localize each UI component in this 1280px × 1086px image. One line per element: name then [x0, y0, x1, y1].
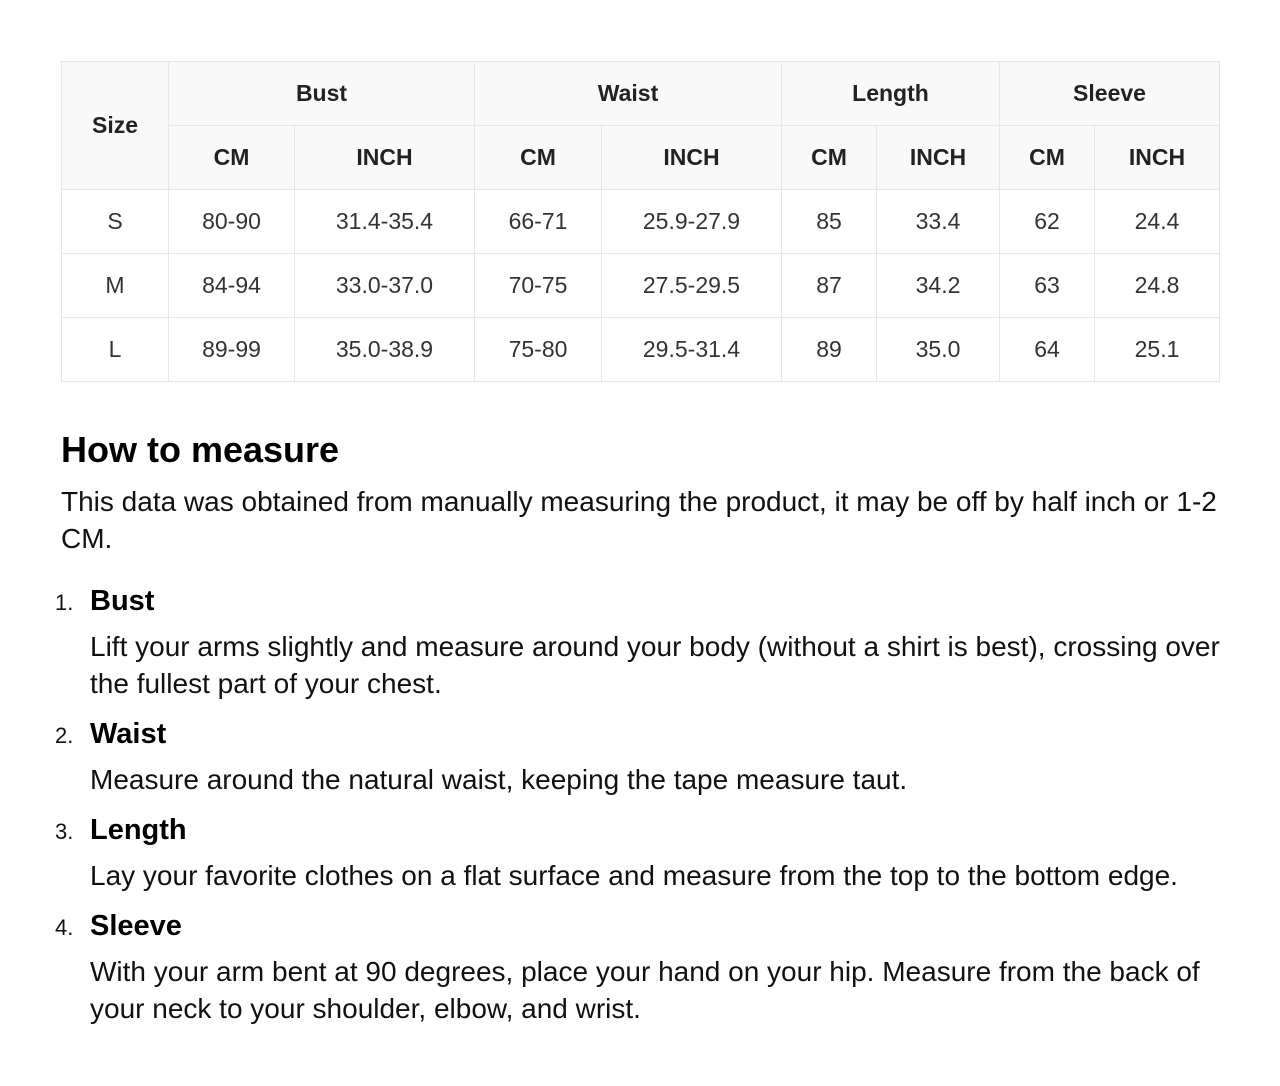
size-chart-table: [61, 61, 1220, 382]
unit-header: INCH: [1095, 126, 1220, 190]
table-cell: 34.2: [877, 254, 1000, 318]
step-title: Waist: [90, 718, 167, 750]
table-cell: 33.0-37.0: [295, 254, 475, 318]
table-row: [62, 254, 1220, 318]
step-description: Lay your favorite clothes on a flat surface and measure from the top to the bottom edge.: [90, 860, 1178, 891]
length-group-header: Length: [782, 62, 1000, 126]
table-cell: 29.5-31.4: [602, 318, 782, 382]
step-title: Length: [90, 814, 187, 846]
size-cell: M: [62, 254, 169, 318]
table-cell: 66-71: [475, 190, 602, 254]
step-title: Sleeve: [90, 910, 182, 942]
unit-header: CM: [169, 126, 295, 190]
table-row: [62, 190, 1220, 254]
list-item: [55, 908, 1221, 1027]
table-cell: 35.0: [877, 318, 1000, 382]
table-row: [62, 318, 1220, 382]
list-item: [55, 812, 1221, 894]
table-cell: 24.4: [1095, 190, 1220, 254]
table-cell: 25.1: [1095, 318, 1220, 382]
table-cell: 62: [1000, 190, 1095, 254]
table-cell: 84-94: [169, 254, 295, 318]
table-cell: 63: [1000, 254, 1095, 318]
step-description: With your arm bent at 90 degrees, place your hand on your hip. Measure from the back of your neck to your shoulder, elbow, and wrist.: [90, 956, 1200, 1024]
table-cell: 80-90: [169, 190, 295, 254]
table-cell: 85: [782, 190, 877, 254]
size-cell: L: [62, 318, 169, 382]
table-cell: 75-80: [475, 318, 602, 382]
step-number: 1.: [55, 590, 74, 615]
unit-header: INCH: [602, 126, 782, 190]
unit-header: INCH: [295, 126, 475, 190]
step-description: Lift your arms slightly and measure around your body (without a shirt is best), crossing over the fullest part of your chest.: [90, 631, 1220, 699]
unit-header: INCH: [877, 126, 1000, 190]
size-guide: [55, 61, 1220, 1024]
unit-header: CM: [475, 126, 602, 190]
list-item: [55, 583, 1221, 702]
sleeve-group-header: Sleeve: [1000, 62, 1220, 126]
table-cell: 89: [782, 318, 877, 382]
table-cell: 25.9-27.9: [602, 190, 782, 254]
waist-group-header: Waist: [475, 62, 782, 126]
table-cell: 70-75: [475, 254, 602, 318]
unit-header: CM: [782, 126, 877, 190]
table-cell: 64: [1000, 318, 1095, 382]
table-cell: 27.5-29.5: [602, 254, 782, 318]
how-to-measure-intro: This data was obtained from manually measuring the product, it may be off by half inch or 1-2 CM.: [61, 486, 1217, 554]
table-cell: 87: [782, 254, 877, 318]
step-description: Measure around the natural waist, keeping the tape measure taut.: [90, 764, 908, 795]
table-cell: 31.4-35.4: [295, 190, 475, 254]
table-cell: 35.0-38.9: [295, 318, 475, 382]
table-cell: 33.4: [877, 190, 1000, 254]
table-cell: 89-99: [169, 318, 295, 382]
table-unit-row: [62, 126, 1220, 190]
step-number: 3.: [55, 819, 74, 844]
size-column-header: Size: [62, 62, 169, 190]
step-number: 2.: [55, 723, 74, 748]
step-title: Bust: [90, 585, 155, 617]
table-header-row: [62, 62, 1220, 126]
step-number: 4.: [55, 915, 74, 940]
unit-header: CM: [1000, 126, 1095, 190]
list-item: [55, 716, 1221, 798]
how-to-measure-heading: How to measure: [61, 429, 340, 470]
table-cell: 24.8: [1095, 254, 1220, 318]
bust-group-header: Bust: [169, 62, 475, 126]
size-cell: S: [62, 190, 169, 254]
measurement-steps-list: [55, 583, 1221, 1041]
